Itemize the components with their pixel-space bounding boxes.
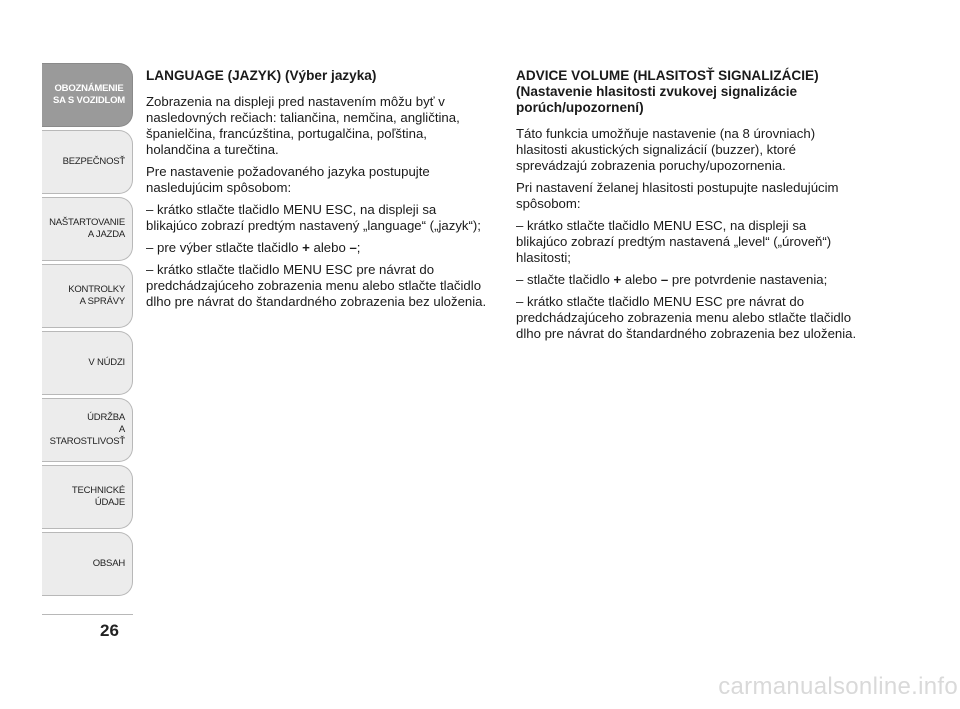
language-step-1: – krátko stlačte tlačidlo MENU ESC, na displeji sa blikajúco zobrazí predtým nastavený „language“ („jazyk“);: [146, 202, 481, 233]
advice-paragraph-1: Táto funkcia umožňuje nastavenie (na 8 úrovniach) hlasitosti akustických signalizácií (buzzer), ktoré sprevádzajú zobrazenia poruchy/upozornenia.: [516, 126, 816, 173]
language-step-2: – pre výber stlačte tlačidlo + alebo –;: [146, 240, 361, 255]
advice-step-2: – stlačte tlačidlo + alebo – pre potvrdenie nastavenia;: [516, 272, 828, 287]
watermark: carmanualsonline.info: [718, 673, 958, 700]
language-paragraph-1: Zobrazenia na displeji pred nastavením môžu byť v nasledovných rečiach: taliančina, nemčina, angličtina, španielčina, francúzština, portugalčina, poľština, holandčina a turečtina.: [146, 94, 460, 157]
right-column: [516, 68, 861, 348]
sidebar-divider: [42, 614, 133, 615]
tab-bezpecnost[interactable]: BEZPEČNOSŤ: [42, 130, 133, 194]
tab-kontrolky[interactable]: KONTROLKY A SPRÁVY: [42, 264, 133, 328]
tab-oboznamenie[interactable]: OBOZNÁMENIE SA S VOZIDLOM: [42, 63, 133, 127]
page-number: 26: [100, 621, 119, 640]
minus-symbol: –: [660, 272, 669, 287]
advice-step-1: – krátko stlačte tlačidlo MENU ESC, na displeji sa blikajúco zobrazí predtým nastavená „level“ („úroveň“) hlasitosti;: [516, 218, 832, 265]
chapter-tabs: [42, 63, 133, 599]
language-heading: LANGUAGE (JAZYK) (Výber jazyka): [146, 68, 377, 83]
language-paragraph-2: Pre nastavenie požadovaného jazyka postupujte nasledujúcim spôsobom:: [146, 164, 430, 195]
tab-udrzba[interactable]: ÚDRŽBA A STAROSTLIVOSŤ: [42, 398, 133, 462]
advice-paragraph-2: Pri nastavení želanej hlasitosti postupujte nasledujúcim spôsobom:: [516, 180, 839, 211]
tab-v-nudzi[interactable]: V NÚDZI: [42, 331, 133, 395]
plus-symbol: +: [613, 272, 622, 287]
advice-step-3: – krátko stlačte tlačidlo MENU ESC pre návrat do predchádzajúceho zobrazenia menu alebo stlačte tlačidlo dlho pre návrat do štandardného zobrazenia bez uloženia.: [516, 294, 857, 341]
tab-nastartovanie[interactable]: NAŠTARTOVANIE A JAZDA: [42, 197, 133, 261]
minus-symbol: –: [349, 240, 357, 255]
tab-technicke-udaje[interactable]: TECHNICKÉ ÚDAJE: [42, 465, 133, 529]
language-step-3: – krátko stlačte tlačidlo MENU ESC pre návrat do predchádzajúceho zobrazenia menu alebo stlačte tlačidlo dlho pre návrat do štandardného zobrazenia bez uloženia.: [146, 262, 487, 309]
advice-volume-heading: ADVICE VOLUME (HLASITOSŤ SIGNALIZÁCIE) (Nastavenie hlasitosti zvukovej signalizácie porúch/upozornení): [516, 68, 819, 115]
left-column: [146, 68, 491, 316]
plus-symbol: +: [302, 240, 310, 255]
tab-obsah[interactable]: OBSAH: [42, 532, 133, 596]
